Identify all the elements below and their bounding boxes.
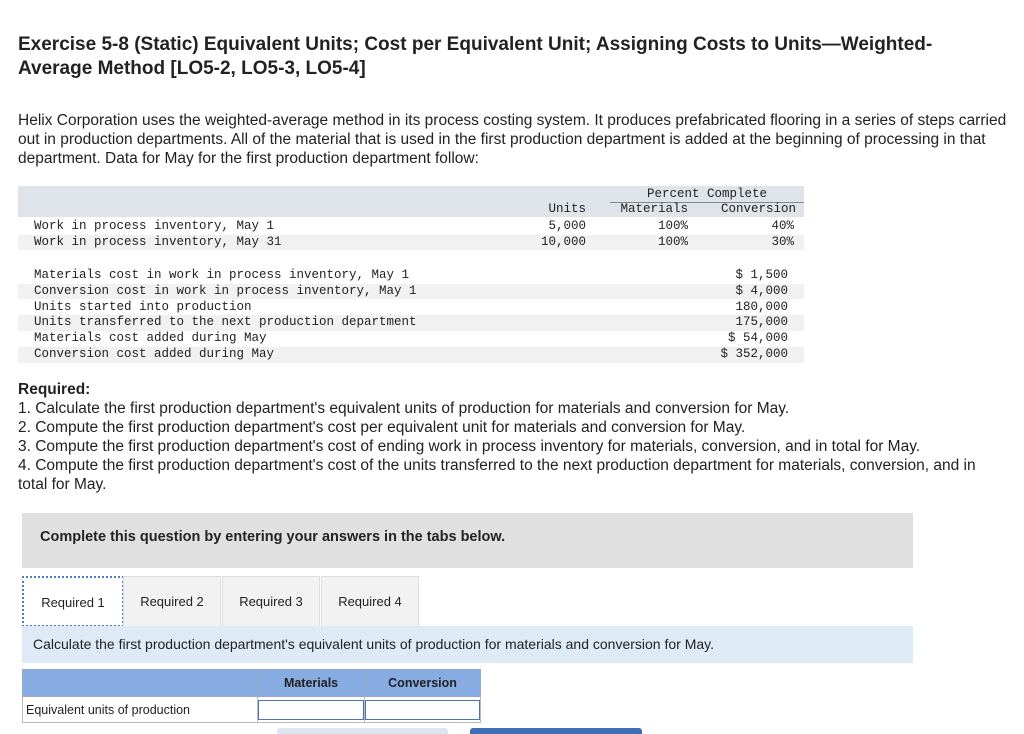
required-item: 2. Compute the first production department's cost per equivalent unit for materials and conversion for May.: [18, 419, 746, 436]
table-row: Work in process inventory, May 31 10,000 100% 30%: [18, 235, 804, 251]
units-header: Units: [548, 202, 586, 216]
answer-table: [22, 669, 481, 723]
materials-column-header: Materials: [258, 670, 365, 697]
required-item: 3. Compute the first production department's cost of ending work in process inventory for materials, conversion, and in total for May.: [18, 438, 921, 455]
tab-required-1[interactable]: Required 1: [22, 576, 124, 627]
table-row: Materials cost in work in process inventory, May 1 $ 1,500: [34, 268, 788, 282]
percent-complete-header: Percent Complete: [610, 187, 804, 203]
tab-required-3[interactable]: Required 3: [222, 576, 320, 627]
next-button[interactable]: [470, 728, 642, 734]
table-row: Work in process inventory, May 1 5,000 100% 40%: [34, 219, 794, 233]
table-row: Units started into production 180,000: [34, 299, 788, 314]
table-row: [23, 697, 481, 723]
previous-button[interactable]: [277, 728, 448, 734]
required-heading: Required:: [18, 381, 91, 398]
required-section: [18, 380, 1008, 494]
instructions-banner: Complete this question by entering your answers in the tabs below.: [22, 513, 913, 568]
conversion-eu-input[interactable]: [365, 700, 480, 720]
required-item: 1. Calculate the first production department's equivalent units of production for materials and conversion for May.: [18, 400, 790, 417]
required-item: 4. Compute the first production department's cost of the units transferred to the next production department for materials, conversion, and in total for May.: [18, 457, 976, 493]
table-row: Units transferred to the next production department 175,000: [18, 315, 804, 331]
conversion-header: Conversion: [720, 202, 796, 216]
materials-header: Materials: [620, 202, 688, 216]
table-row: Conversion cost in work in process inventory, May 1 $ 4,000: [18, 284, 804, 300]
table-row: Materials cost added during May $ 54,000: [34, 331, 788, 346]
table-row: Conversion cost added during May $ 352,000: [18, 347, 804, 363]
row-label: Equivalent units of production: [23, 697, 258, 723]
intro-paragraph: Helix Corporation uses the weighted-average method in its process costing system. It produces prefabricated flooring in a series of steps carried out in production departments. All of the material that is used in the first production department is added at the beginning of processing in that department. Data for May for the first production department follow:: [18, 112, 1007, 167]
conversion-column-header: Conversion: [365, 670, 481, 697]
tab-required-4[interactable]: Required 4: [321, 576, 419, 627]
exercise-title: Exercise 5-8 (Static) Equivalent Units; Cost per Equivalent Unit; Assigning Costs to Units—Weighted-Average Method [LO5-2, LO5-3, LO5-4]: [18, 34, 933, 79]
tab-required-2[interactable]: Required 2: [123, 576, 221, 627]
materials-eu-input[interactable]: [258, 700, 364, 720]
table-header: [18, 186, 804, 217]
tab-instruction: Calculate the first production department's equivalent units of production for materials and conversion for May.: [22, 626, 913, 663]
